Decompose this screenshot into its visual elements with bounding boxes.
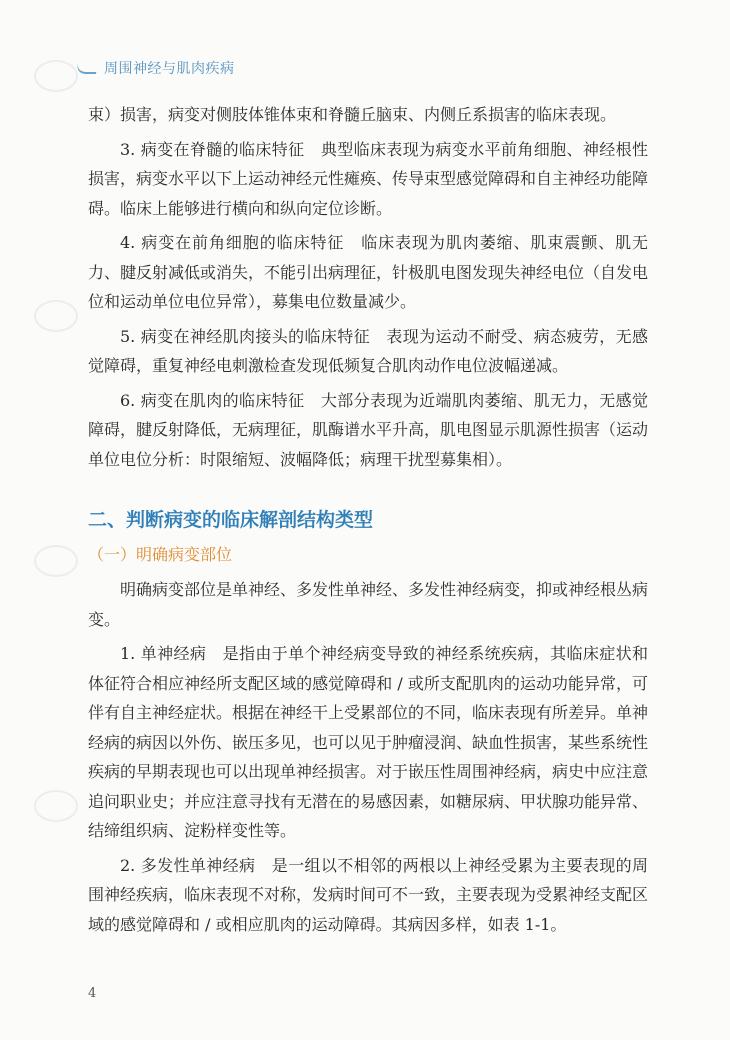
watermark-logo-icon bbox=[34, 60, 78, 92]
paragraph-spinal-cord: 3. 病变在脊髓的临床特征 典型临床表现为病变水平前角细胞、神经根性损害，病变水平以下上运动神经元性瘫痪、传导束型感觉障碍和自主神经功能障碍。临床上能够进行横向和纵向定位诊断。 bbox=[88, 139, 649, 218]
watermark-logo-icon bbox=[34, 790, 78, 822]
paragraph-anterior-horn: 4. 病变在前角细胞的临床特征 临床表现为肌肉萎缩、肌束震颤、肌无力、腱反射减低或消失，不能引出病理征，针极肌电图发现失神经电位（自发电位和运动单位电位异常），募集电位数量减少。 bbox=[88, 233, 649, 311]
page-number: 4 bbox=[88, 986, 97, 1001]
paragraph-nmj: 5. 病变在神经肌肉接头的临床特征 表现为运动不耐受、病态疲劳，无感觉障碍，重复神经电刺激检查发现低频复合肌肉动作电位波幅递减。 bbox=[88, 326, 648, 375]
paragraph-mononeuropathy: 1. 单神经病 是指由于单个神经病变导致的神经系统疾病，其临床症状和体征符合相应神经所支配区域的感觉障碍和 / 或所支配肌肉的运动功能异常，可伴有自主神经症状。根据在神经干上受累部位的不同，临床表现有所差异。单神经病的病因以外伤、嵌压多见，也可以见于肿瘤浸润、缺血性损害，某些系统性疾病的早期表现也可以出现单神经损害。对于嵌压性周围神经病，病史中应注意追问职业史；并应注意寻找有无潜在的易感因素，如糖尿病、甲状腺功能异常、结缔组织病、淀粉样变性等。 bbox=[88, 644, 649, 840]
paragraph-continuation: 束）损害，病变对侧肢体锥体束和脊髓丘脑束、内侧丘系损害的临床表现。 bbox=[88, 105, 617, 124]
page-body bbox=[88, 100, 648, 944]
paragraph-intro: 明确病变部位是单神经、多发性单神经、多发性神经病变，抑或神经根丛病变。 bbox=[88, 580, 649, 629]
header-swoosh-icon bbox=[74, 62, 100, 74]
watermark-logo-icon bbox=[34, 300, 78, 332]
section-heading: 二、判断病变的临床解剖结构类型 bbox=[88, 509, 374, 531]
subsection-heading: （一）明确病变部位 bbox=[88, 544, 233, 564]
watermark-logo-icon bbox=[34, 545, 78, 577]
running-header bbox=[76, 58, 235, 78]
header-title: 周围神经与肌肉疾病 bbox=[104, 61, 235, 77]
paragraph-multiple-mononeuropathy: 2. 多发性单神经病 是一组以不相邻的两根以上神经受累为主要表现的周围神经疾病，临床表现不对称，发病时间可不一致，主要表现为受累神经支配区域的感觉障碍和 / 或相应肌肉的运动障碍。其病因多样，如表 1-1。 bbox=[88, 855, 649, 934]
paragraph-muscle: 6. 病变在肌肉的临床特征 大部分表现为近端肌肉萎缩、肌无力，无感觉障碍，腱反射降低，无病理征，肌酶谱水平升高，肌电图显示肌源性损害（运动单位电位分析：时限缩短、波幅降低；病理干扰型募集相）。 bbox=[88, 390, 649, 469]
